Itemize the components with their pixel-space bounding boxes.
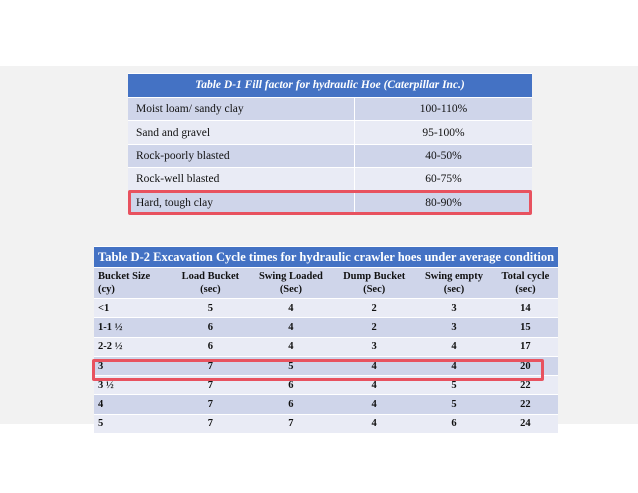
material-cell: Rock-poorly blasted [128,144,355,167]
value-cell: 6 [249,395,333,414]
bucket-size-cell: 4 [94,395,172,414]
value-cell: 5 [249,356,333,375]
value-cell: 6 [172,318,249,337]
material-cell: Moist loam/ sandy clay [128,98,355,121]
header-load-bucket: Load Bucket (sec) [172,268,249,299]
highlight-box-hard-clay [128,190,532,215]
fill-factor-cell: 100-110% [355,98,533,121]
value-cell: 14 [493,299,558,318]
value-cell: 4 [249,337,333,356]
material-cell: Hard, tough clay [128,191,355,214]
value-cell: 15 [493,318,558,337]
table-row [128,168,532,191]
material-cell: Rock-well blasted [128,168,355,191]
value-cell: 4 [333,414,415,433]
table-row [128,98,532,121]
value-cell: 5 [415,376,492,395]
value-cell: 7 [172,376,249,395]
value-cell: 3 [415,318,492,337]
value-cell: 6 [415,414,492,433]
value-cell: 5 [172,299,249,318]
value-cell: 24 [493,414,558,433]
header-dump-bucket: Dump Bucket (Sec) [333,268,415,299]
header-swing-loaded: Swing Loaded (Sec) [249,268,333,299]
header-bucket-size: Bucket Size (cy) [94,268,172,299]
cycle-times-table-title: Table D-2 Excavation Cycle times for hydraulic crawler hoes under average condition [94,247,558,268]
value-cell: 6 [172,337,249,356]
cycle-times-table [94,246,558,433]
fill-factor-cell: 40-50% [355,144,533,167]
value-cell: 4 [333,395,415,414]
header-swing-empty: Swing empty (sec) [415,268,492,299]
value-cell: 3 [333,337,415,356]
table-row [128,144,532,167]
value-cell: 7 [249,414,333,433]
value-cell: 4 [415,337,492,356]
table-row [94,337,558,356]
table-row [94,299,558,318]
table-header-row [94,268,558,299]
bucket-size-cell: 3 [94,356,172,375]
value-cell: 20 [493,356,558,375]
value-cell: 4 [249,299,333,318]
table-row [94,318,558,337]
bucket-size-cell: 3 ½ [94,376,172,395]
value-cell: 2 [333,318,415,337]
value-cell: 4 [333,356,415,375]
bucket-size-cell: 1-1 ½ [94,318,172,337]
header-total-cycle: Total cycle (sec) [493,268,558,299]
table-row [94,414,558,433]
value-cell: 2 [333,299,415,318]
fill-factor-cell: 95-100% [355,121,533,144]
value-cell: 22 [493,395,558,414]
table-row [94,395,558,414]
fill-factor-cell: 80-90% [355,191,533,214]
fill-factor-cell: 60-75% [355,168,533,191]
value-cell: 6 [249,376,333,395]
material-cell: Sand and gravel [128,121,355,144]
value-cell: 4 [333,376,415,395]
bucket-size-cell: 2-2 ½ [94,337,172,356]
table-row [128,121,532,144]
value-cell: 5 [415,395,492,414]
value-cell: 17 [493,337,558,356]
highlight-box-3-half [92,359,544,381]
value-cell: 7 [172,414,249,433]
value-cell: 7 [172,395,249,414]
value-cell: 22 [493,376,558,395]
value-cell: 4 [249,318,333,337]
value-cell: 4 [415,356,492,375]
value-cell: 7 [172,356,249,375]
bucket-size-cell: <1 [94,299,172,318]
value-cell: 3 [415,299,492,318]
fill-factor-table-title: Table D-1 Fill factor for hydraulic Hoe (Caterpillar Inc.) [128,74,532,98]
bucket-size-cell: 5 [94,414,172,433]
